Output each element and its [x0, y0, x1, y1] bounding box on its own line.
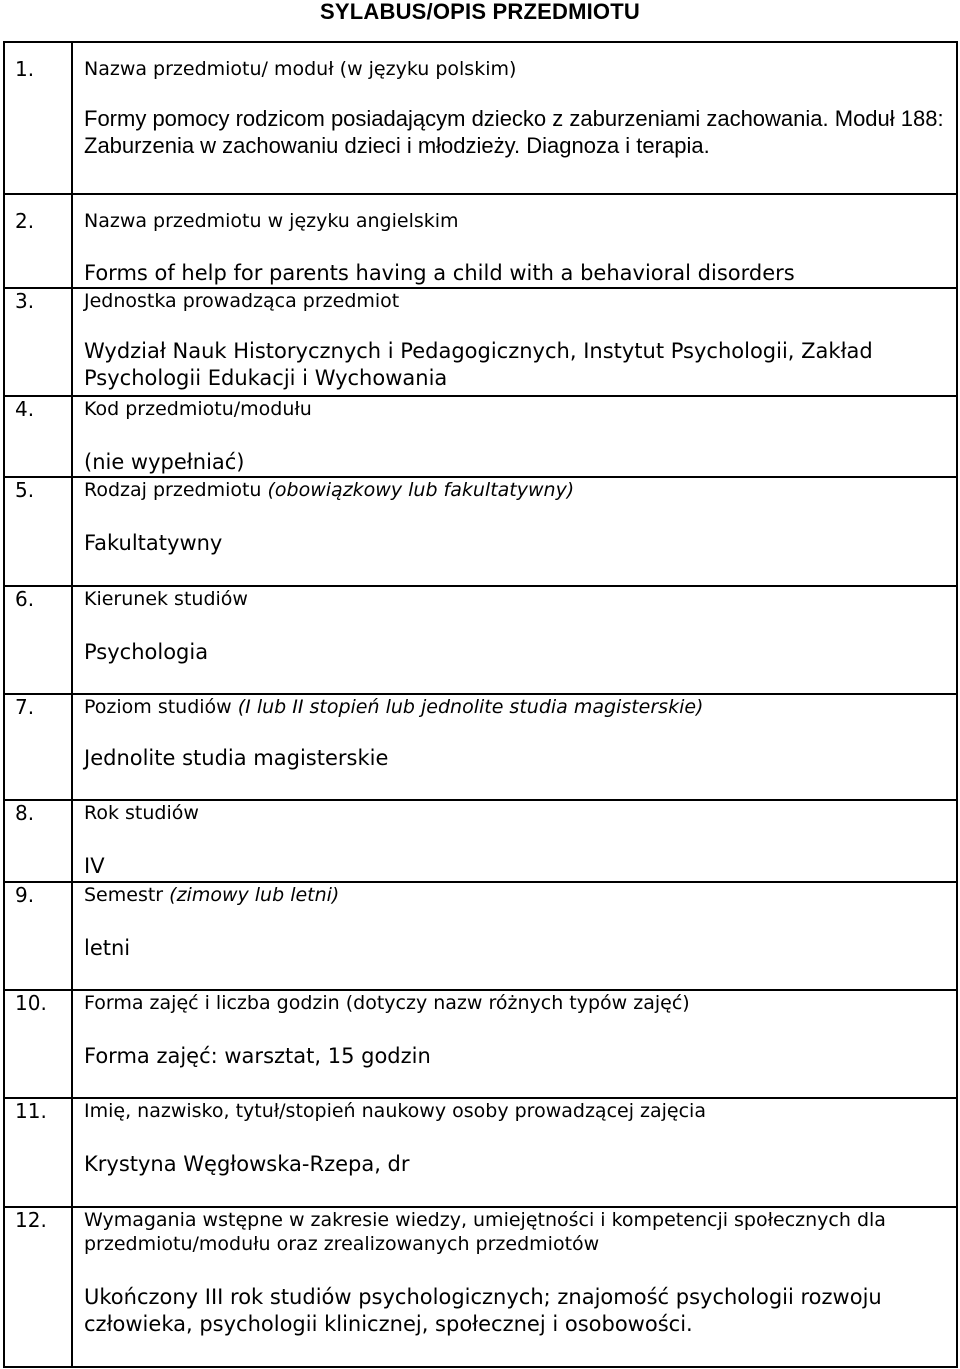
row-value: Fakultatywny [84, 531, 223, 555]
row-label: Kierunek studiów [84, 588, 248, 610]
row-value: Ukończony III rok studiów psychologicznych; znajomość psychologii rozwoju człowieka, psychologii klinicznej, społecznej i osobowości. [84, 1285, 882, 1336]
row-value: IV [84, 854, 105, 878]
row-value: (nie wypełniać) [84, 450, 245, 474]
row-number: 1. [4, 42, 72, 194]
table-row [4, 882, 957, 990]
row-number: 7. [4, 694, 72, 800]
table-row [4, 194, 957, 288]
row-number: 12. [4, 1207, 72, 1367]
table-row [4, 586, 957, 694]
row-number: 9. [4, 882, 72, 990]
row-value: Psychologia [84, 640, 209, 664]
table-row [4, 396, 957, 477]
row-body [72, 42, 957, 194]
row-body [72, 396, 957, 477]
row-value: Jednolite studia magisterskie [84, 746, 389, 770]
row-number: 10. [4, 990, 72, 1098]
row-label: Semestr (zimowy lub letni) [84, 884, 340, 906]
row-body [72, 990, 957, 1098]
row-number: 8. [4, 800, 72, 882]
row-label: Rodzaj przedmiotu (obowiązkowy lub fakultatywny) [84, 479, 575, 501]
row-body [72, 586, 957, 694]
table-row [4, 288, 957, 396]
row-label: Nazwa przedmiotu/ moduł (w języku polskim) [84, 58, 517, 80]
row-label: Kod przedmiotu/modułu [84, 398, 312, 420]
row-number: 3. [4, 288, 72, 396]
row-label: Rok studiów [84, 802, 199, 824]
row-body [72, 800, 957, 882]
table-row [4, 477, 957, 586]
row-body [72, 288, 957, 396]
row-value: Formy pomocy rodzicom posiadającym dziecko z zaburzeniami zachowania. Moduł 188: Zaburzenia w zachowaniu dzieci i młodzieży. Diagnoza i terapia. [84, 106, 944, 158]
row-number: 6. [4, 586, 72, 694]
row-label: Jednostka prowadząca przedmiot [84, 290, 400, 312]
row-value: letni [84, 936, 131, 960]
row-label: Imię, nazwisko, tytuł/stopień naukowy osoby prowadzącej zajęcia [84, 1100, 706, 1122]
row-label: Poziom studiów (I lub II stopień lub jednolite studia magisterskie) [84, 696, 704, 718]
row-number: 4. [4, 396, 72, 477]
row-label: Wymagania wstępne w zakresie wiedzy, umiejętności i kompetencji społecznych dla przedmiotu/modułu oraz zrealizowanych przedmiotów [84, 1209, 886, 1255]
row-body [72, 477, 957, 586]
table-row [4, 42, 957, 194]
syllabus-table [3, 41, 958, 1368]
row-body [72, 694, 957, 800]
row-label: Nazwa przedmiotu w języku angielskim [84, 210, 459, 232]
table-row [4, 694, 957, 800]
row-body [72, 1098, 957, 1207]
page-title: SYLABUS/OPIS PRZEDMIOTU [320, 0, 640, 24]
row-number: 5. [4, 477, 72, 586]
table-row [4, 800, 957, 882]
row-body [72, 194, 957, 288]
row-value: Wydział Nauk Historycznych i Pedagogicznych, Instytut Psychologii, Zakład Psychologii Edukacji i Wychowania [84, 339, 873, 390]
row-body [72, 1207, 957, 1367]
table-row [4, 990, 957, 1098]
table-row [4, 1207, 957, 1367]
row-number: 11. [4, 1098, 72, 1207]
row-body [72, 882, 957, 990]
table-row [4, 1098, 957, 1207]
row-value: Forms of help for parents having a child with a behavioral disorders [84, 261, 795, 285]
row-label: Forma zajęć i liczba godzin (dotyczy nazw różnych typów zajęć) [84, 992, 690, 1014]
row-value: Krystyna Węgłowska-Rzepa, dr [84, 1152, 410, 1176]
row-value: Forma zajęć: warsztat, 15 godzin [84, 1044, 431, 1068]
row-number: 2. [4, 194, 72, 288]
